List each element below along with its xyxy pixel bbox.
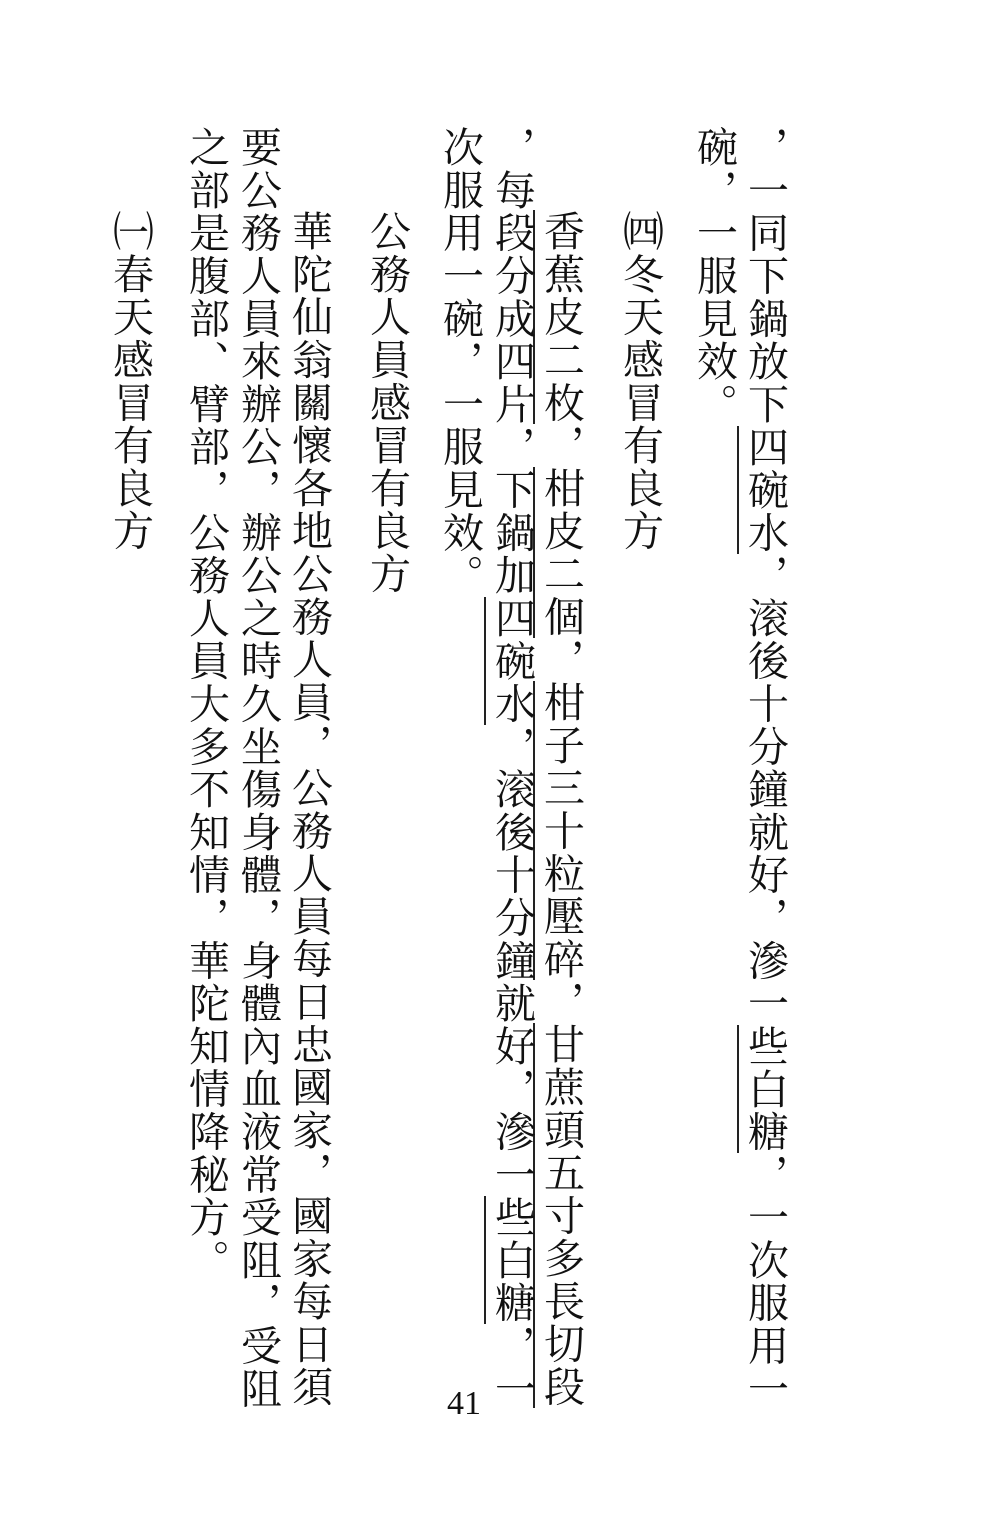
text-column-8 xyxy=(285,210,333,1409)
section-heading-spring-cold xyxy=(106,210,154,553)
text-column-4 xyxy=(537,210,585,1409)
text-run: ， xyxy=(537,980,585,1024)
underlined-term: 些白糖 xyxy=(484,1196,536,1324)
text-run: ，一同下鍋放下 xyxy=(741,126,789,426)
text-column-5 xyxy=(488,126,536,1411)
text-column-10 xyxy=(182,126,230,1282)
section-heading-civil-servant-cold xyxy=(363,210,411,596)
underlined-term: 甘蔗頭五寸多長切段 xyxy=(533,1023,585,1408)
text-column-1 xyxy=(741,126,789,1411)
underlined-term: 四碗水 xyxy=(737,426,789,554)
heading-text: ㈠春天感冒有良方 xyxy=(106,210,154,553)
text-run: 碗，一服見效。 xyxy=(690,126,738,426)
underlined-term: 些白糖 xyxy=(737,1025,789,1153)
text-run: ，滚後十分鐘就好，滲一 xyxy=(488,725,536,1197)
section-heading-winter-cold xyxy=(616,210,664,553)
heading-text: ㈣冬天感冒有良方 xyxy=(616,210,664,553)
text-run: ， xyxy=(537,424,585,467)
underlined-term: 四碗水 xyxy=(484,597,536,725)
text-run: 次服用一碗，一服見效。 xyxy=(436,126,484,597)
text-run: ，一 xyxy=(488,1324,536,1411)
text-column-9 xyxy=(234,126,282,1410)
underlined-term: 香蕉皮二枚 xyxy=(533,210,585,424)
text-run: ， xyxy=(537,638,585,681)
page-number: 41 xyxy=(447,1385,481,1422)
heading-text: 公務人員感冒有良方 xyxy=(363,210,411,596)
text-run: 要公務人員來辦公，辦公之時久坐傷身體，身體內血液常受阻，受阻 xyxy=(234,126,282,1410)
text-column-2 xyxy=(690,126,738,426)
text-run: 華陀仙翁關懷各地公務人員，公務人員每日忠國家，國家每日須 xyxy=(285,210,333,1409)
text-run: ，滚後十分鐘就好，滲一 xyxy=(741,554,789,1025)
text-run: ，一次服用一 xyxy=(741,1153,789,1411)
underlined-term: 柑皮二個 xyxy=(533,467,585,638)
underlined-term: 柑子三十粒壓碎 xyxy=(533,681,585,981)
text-column-6 xyxy=(436,126,484,597)
text-run: ，每段分成四片，下鍋加 xyxy=(488,126,536,597)
text-run: 之部是腹部、臂部，公務人員大多不知情，華陀知情降秘方。 xyxy=(182,126,230,1282)
